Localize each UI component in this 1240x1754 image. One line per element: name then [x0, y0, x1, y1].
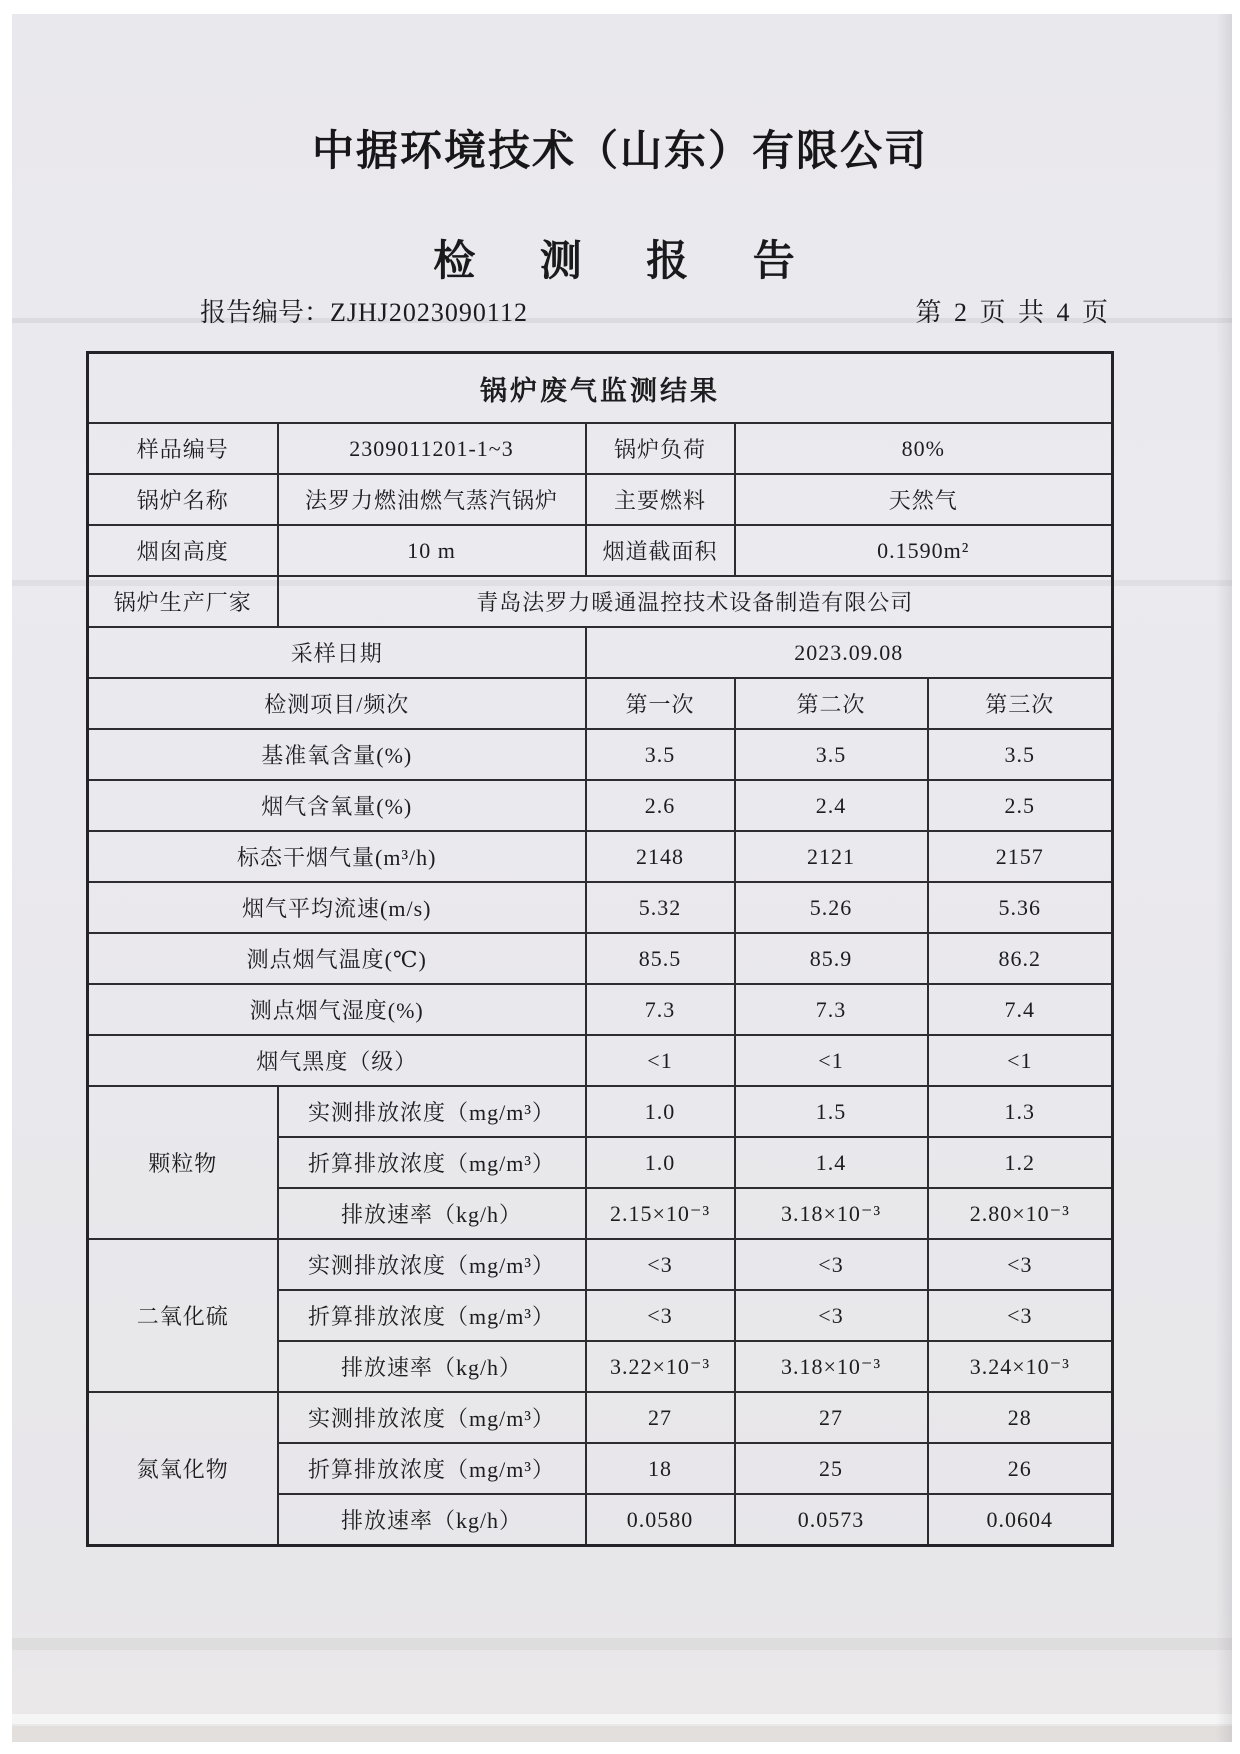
cell-value: 2.5: [928, 780, 1113, 831]
cell-value: 3.22×10⁻³: [586, 1341, 735, 1392]
cell-value: 天然气: [735, 474, 1113, 525]
table-row: [88, 831, 1113, 882]
row-label: 基准氧含量(%): [88, 729, 586, 780]
scan-artifact: [12, 1726, 1232, 1742]
report-number-value: ZJHJ2023090112: [330, 298, 528, 327]
cell-value: 5.26: [735, 882, 928, 933]
cell-value: 2.6: [586, 780, 735, 831]
monitoring-results-table: [86, 351, 1114, 1547]
cell-value: 80%: [735, 423, 1113, 474]
cell-value: <3: [735, 1239, 928, 1290]
table-row: [88, 780, 1113, 831]
row-label: 采样日期: [88, 627, 586, 678]
scan-artifact: [12, 1638, 1232, 1650]
cell-value: 0.0580: [586, 1494, 735, 1546]
table-row: [88, 423, 1113, 474]
cell-value: 1.0: [586, 1086, 735, 1137]
cell-value: <3: [586, 1239, 735, 1290]
cell-value: <3: [928, 1239, 1113, 1290]
pollutant-name: 氮氧化物: [88, 1392, 278, 1546]
cell-value: 3.5: [735, 729, 928, 780]
row-label: 锅炉名称: [88, 474, 278, 525]
row-label: 排放速率（kg/h）: [278, 1188, 586, 1239]
row-label: 锅炉生产厂家: [88, 576, 278, 627]
cell-value: 27: [586, 1392, 735, 1443]
cell-value: <1: [586, 1035, 735, 1086]
cell-value: 2023.09.08: [586, 627, 1113, 678]
cell-value: 7.4: [928, 984, 1113, 1035]
cell-value: 3.24×10⁻³: [928, 1341, 1113, 1392]
report-meta-line: [200, 292, 1111, 329]
row-label: 烟气平均流速(m/s): [88, 882, 586, 933]
row-label: 测点烟气温度(℃): [88, 933, 586, 984]
row-label: 实测排放浓度（mg/m³）: [278, 1392, 586, 1443]
frequency-header-row: [88, 678, 1113, 729]
row-label: 折算排放浓度（mg/m³）: [278, 1443, 586, 1494]
cell-value: 3.5: [586, 729, 735, 780]
cell-value: 2157: [928, 831, 1113, 882]
cell-value: 0.0604: [928, 1494, 1113, 1546]
row-label: 样品编号: [88, 423, 278, 474]
cell-value: 1.4: [735, 1137, 928, 1188]
scan-artifact: [12, 1714, 1232, 1724]
page-number-info: 第 2 页 共 4 页: [915, 298, 1111, 327]
cell-value: 2.15×10⁻³: [586, 1188, 735, 1239]
table-row: [88, 1392, 1113, 1443]
cell-value: 3.18×10⁻³: [735, 1188, 928, 1239]
pollutant-name: 颗粒物: [88, 1086, 278, 1239]
table-row: [88, 1086, 1113, 1137]
report-number-label: 报告编号：: [200, 298, 331, 327]
cell-value: <3: [928, 1290, 1113, 1341]
cell-value: 86.2: [928, 933, 1113, 984]
column-header: 第二次: [735, 678, 928, 729]
company-title: 中据环境技术（山东）有限公司: [311, 129, 928, 175]
cell-value: 25: [735, 1443, 928, 1494]
cell-value: 27: [735, 1392, 928, 1443]
cell-value: 5.32: [586, 882, 735, 933]
row-label: 测点烟气湿度(%): [88, 984, 586, 1035]
cell-value: 2121: [735, 831, 928, 882]
table-row: [88, 984, 1113, 1035]
table-row: [88, 1239, 1113, 1290]
row-label: 检测项目/频次: [88, 678, 586, 729]
cell-value: 法罗力燃油燃气蒸汽锅炉: [278, 474, 586, 525]
cell-value: 0.0573: [735, 1494, 928, 1546]
document-title: 检 测 报 告: [433, 239, 807, 285]
cell-value: 7.3: [735, 984, 928, 1035]
table-row: [88, 474, 1113, 525]
cell-value: 3.5: [928, 729, 1113, 780]
cell-value: <1: [735, 1035, 928, 1086]
cell-value: 2309011201-1~3: [278, 423, 586, 474]
cell-value: 26: [928, 1443, 1113, 1494]
cell-value: 85.9: [735, 933, 928, 984]
row-label: 烟囱高度: [88, 525, 278, 576]
row-label: 烟道截面积: [586, 525, 735, 576]
cell-value: 1.2: [928, 1137, 1113, 1188]
cell-value: 0.1590m²: [735, 525, 1113, 576]
cell-value: 2.4: [735, 780, 928, 831]
table-row: [88, 1035, 1113, 1086]
table-row: [88, 933, 1113, 984]
table-row: [88, 882, 1113, 933]
table-row: [88, 627, 1113, 678]
cell-value: 1.0: [586, 1137, 735, 1188]
cell-value: 18: [586, 1443, 735, 1494]
table-row: [88, 729, 1113, 780]
pollutant-name: 二氧化硫: [88, 1239, 278, 1392]
column-header: 第一次: [586, 678, 735, 729]
cell-value: 青岛法罗力暖通温控技术设备制造有限公司: [278, 576, 1113, 627]
row-label: 排放速率（kg/h）: [278, 1341, 586, 1392]
row-label: 实测排放浓度（mg/m³）: [278, 1086, 586, 1137]
cell-value: 2.80×10⁻³: [928, 1188, 1113, 1239]
cell-value: 10 m: [278, 525, 586, 576]
row-label: 实测排放浓度（mg/m³）: [278, 1239, 586, 1290]
report-number: [200, 292, 528, 329]
cell-value: 85.5: [586, 933, 735, 984]
row-label: 主要燃料: [586, 474, 735, 525]
cell-value: 1.5: [735, 1086, 928, 1137]
column-header: 第三次: [928, 678, 1113, 729]
row-label: 折算排放浓度（mg/m³）: [278, 1137, 586, 1188]
cell-value: <3: [735, 1290, 928, 1341]
row-label: 烟气含氧量(%): [88, 780, 586, 831]
cell-value: <1: [928, 1035, 1113, 1086]
cell-value: 28: [928, 1392, 1113, 1443]
table-row: [88, 576, 1113, 627]
row-label: 排放速率（kg/h）: [278, 1494, 586, 1546]
row-label: 折算排放浓度（mg/m³）: [278, 1290, 586, 1341]
cell-value: 7.3: [586, 984, 735, 1035]
cell-value: 2148: [586, 831, 735, 882]
table-row: [88, 525, 1113, 576]
cell-value: 5.36: [928, 882, 1113, 933]
cell-value: <3: [586, 1290, 735, 1341]
table-title: 锅炉废气监测结果: [88, 353, 1113, 424]
cell-value: 1.3: [928, 1086, 1113, 1137]
row-label: 锅炉负荷: [586, 423, 735, 474]
row-label: 标态干烟气量(m³/h): [88, 831, 586, 882]
row-label: 烟气黑度（级）: [88, 1035, 586, 1086]
table-title-row: [88, 353, 1113, 424]
cell-value: 3.18×10⁻³: [735, 1341, 928, 1392]
